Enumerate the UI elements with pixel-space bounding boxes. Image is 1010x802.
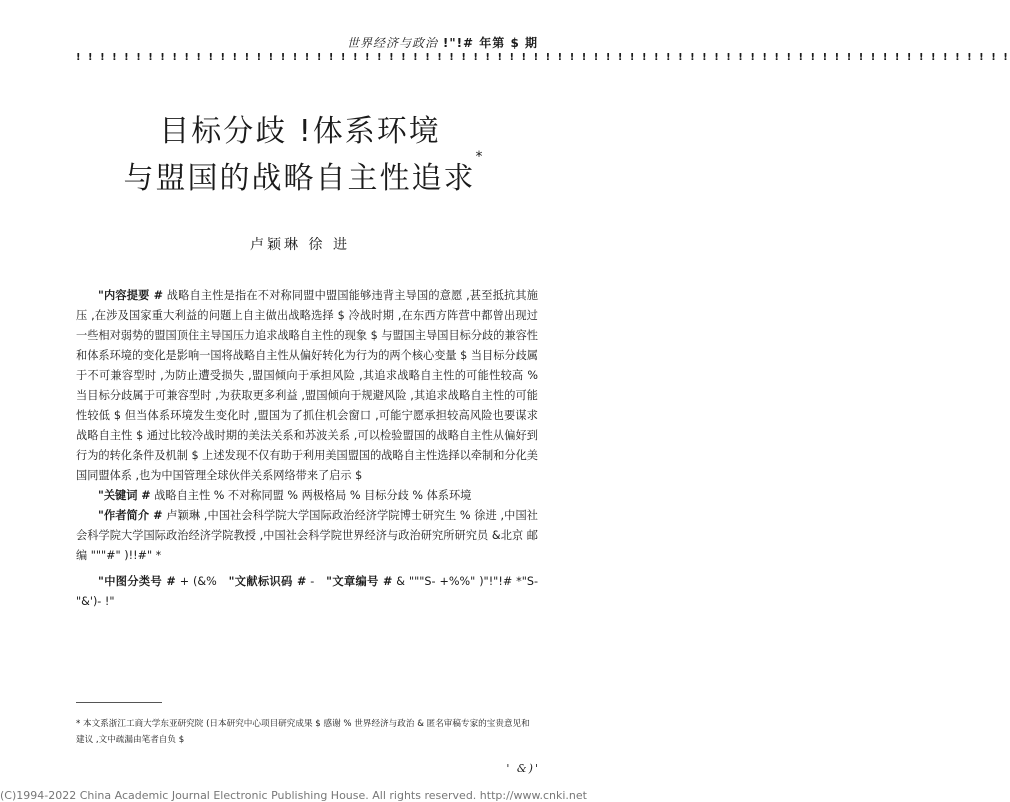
abstract-text: 战略自主性是指在不对称同盟中盟国能够违背主导国的意愿 ,甚至抵抗其施压 ,在涉及国家重大利益的问题上自主做出战略选择 $ 冷战时期 ,在东西方阵营中都曾出现过一些相对弱势的盟国顶住主导国压力追求战略自主性的现象 $ 与盟国主导国目标分歧的兼容性和体系环境的变化是影响一国将战略自主性从偏好转化为行为的两个核心变量 $ 当目标分歧属于不可兼容型时 ,为防止遭受损失 ,盟国倾向于承担风险 ,其追求战略自主性的可能性较高 % 当目标分歧属于可兼容型时 ,为获取更多利益 ,盟国倾向于规避风险 ,其追求战略自主性的可能性较低 $ 但当体系环境发生变化时 ,盟国为了抓住机会窗口 ,可能宁愿承担较高风险也要谋求战略自主性 $ 通过比较冷战时期的美法关系和苏波关系 ,可以检验盟国的战略自主性从偏好到行为的转化条件及机制 $ 上述发现不仅有助于利用美国盟国的战略自主性选择以牵制和分化美国同盟体系 ,也为中国管理全球伙伴关系网络带来了启示 $ — [76, 289, 538, 482]
article-number-label: "文章编号 # — [326, 575, 393, 588]
keywords-label: "关键词 # — [98, 489, 151, 502]
clc-value: + (&% — [179, 575, 217, 588]
page-number: ' &)' — [506, 762, 540, 775]
abstract-label: "内容提要 # — [98, 289, 163, 302]
doc-code-value: - — [310, 575, 315, 588]
issue-number: !"!# 年第 $ 期 — [442, 36, 538, 50]
running-header — [347, 34, 538, 51]
article-title-line-2 — [0, 149, 600, 197]
article-number-value: & """S- +%%" )"!"!# *"S- "&')- !" — [76, 575, 539, 608]
footnote: * 本文系浙江工商大学东亚研究院 (日本研究中心项目研究成果 $ 感谢 % 世界经济与政治 & 匿名审稿专家的宝贵意见和建议 ,文中疏漏由笔者自负 $ — [76, 719, 530, 745]
footnote-divider — [76, 702, 162, 703]
article-title-line-2-text: 与盟国的战略自主性追求 — [123, 161, 476, 196]
article-front-matter — [76, 286, 538, 612]
author-intro-paragraph — [76, 506, 538, 566]
doc-code-label: "文献标识码 # — [228, 575, 307, 588]
copyright-line: (C)1994-2022 China Academic Journal Electronic Publishing House. All rights reserved. http://www.cnki.net — [0, 789, 587, 802]
author-intro-label: "作者简介 # — [98, 509, 163, 522]
keywords-text: 战略自主性 % 不对称同盟 % 两极格局 % 目标分歧 % 体系环境 — [154, 489, 472, 502]
title-footnote-mark: * — [475, 149, 485, 165]
header-dot-rule: ! ! ! ! ! ! ! ! ! ! ! ! ! ! ! ! ! ! ! ! ! ! ! ! ! ! ! ! ! ! ! ! ! ! ! ! ! ! ! ! ! ! ! ! ! ! ! ! ! ! ! ! ! ! ! ! ! ! ! ! ! ! ! ! ! ! ! ! ! ! ! ! ! ! ! ! ! ! — [76, 52, 1010, 63]
keywords-paragraph — [76, 486, 538, 506]
article-title-line-1: 目标分歧 !体系环境 — [159, 114, 441, 149]
abstract-paragraph — [76, 286, 538, 486]
authors: 卢颖琳 徐 进 — [250, 237, 350, 253]
journal-name: 世界经济与政治 — [347, 36, 439, 50]
clc-label: "中图分类号 # — [98, 575, 176, 588]
author-intro-text: 卢颖琳 ,中国社会科学院大学国际政治经济学院博士研究生 % 徐进 ,中国社会科学院大学国际政治经济学院教授 ,中国社会科学院世界经济与政治研究所研究员 &北京 邮编 """#" )!!#" * — [76, 509, 538, 562]
classification-paragraph — [76, 572, 538, 612]
